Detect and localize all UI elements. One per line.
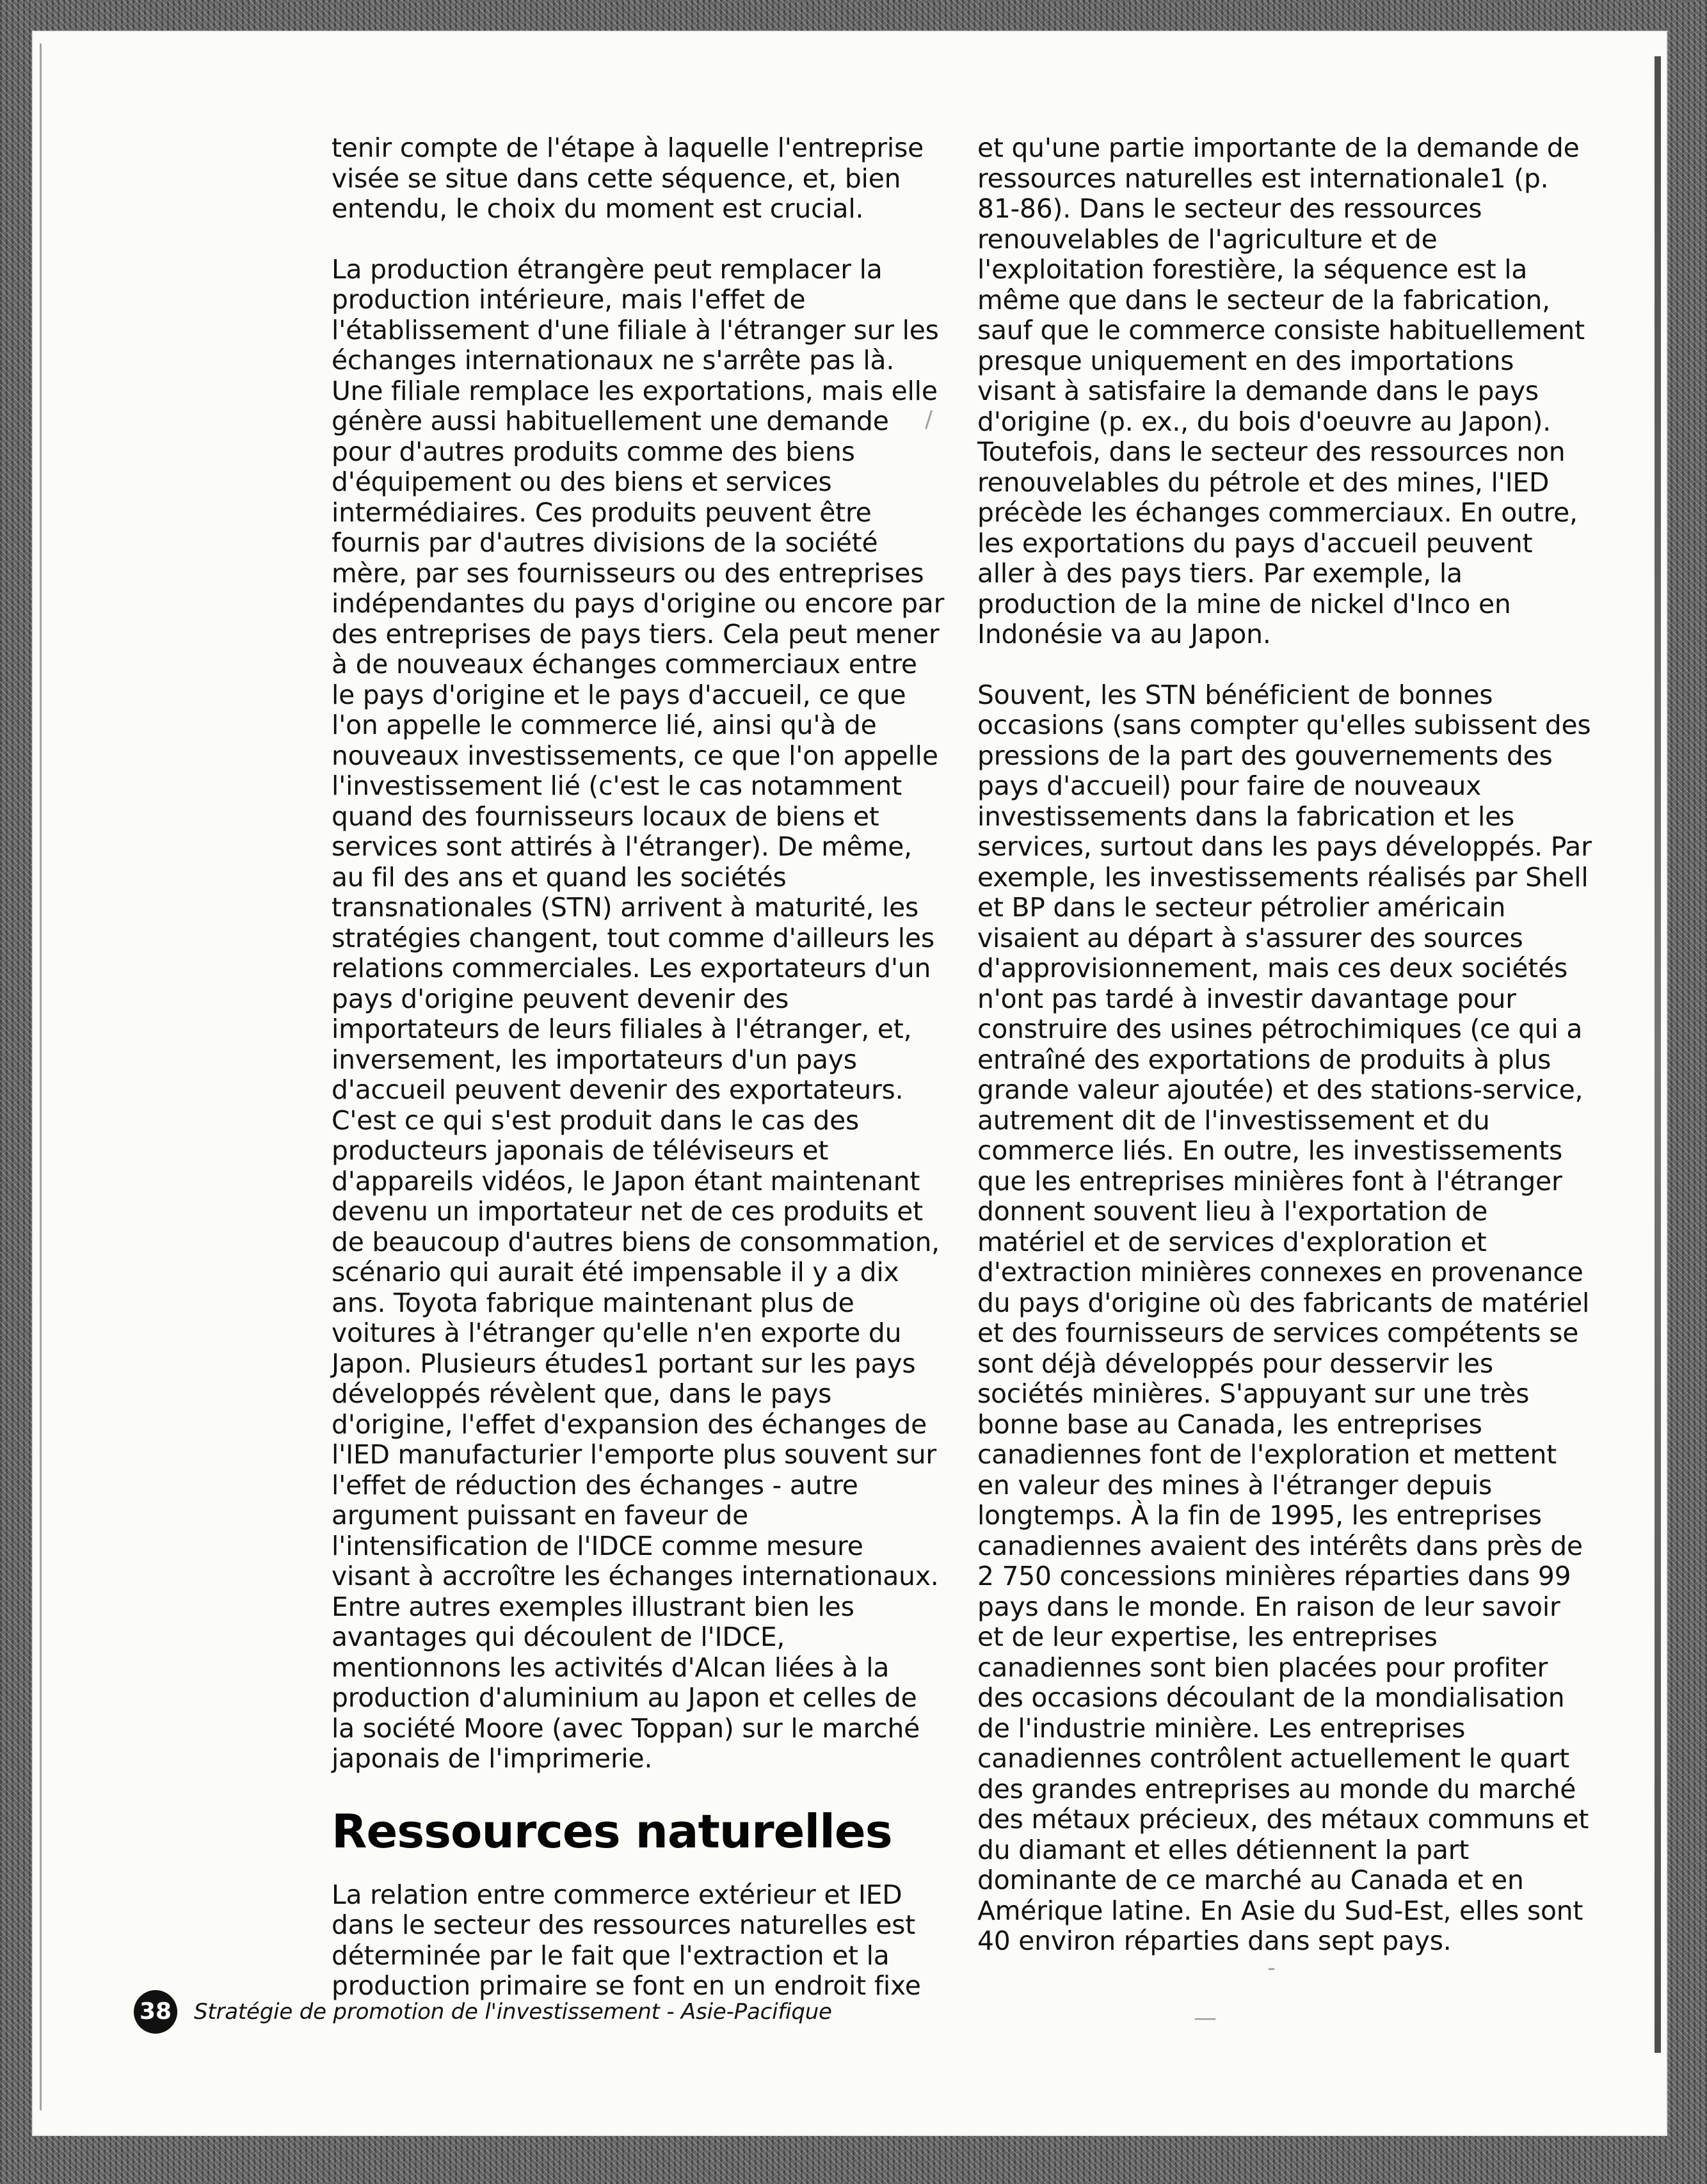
left-text-column bbox=[332, 133, 946, 2032]
right-paragraph-2: Souvent, les STN bénéficient de bonnes occasions (sans compter qu'elles subissent des pressions de la part des gouvernements des pays d'accueil) pour faire de nouveaux investissements dans la fabrication et les services, surtout dans les pays développés. Par exemple, les investissements réalisés par Shell et BP dans le secteur pétrolier américain visaient au départ à s'assurer des sources d'approvisionnement, mais ces deux sociétés n'ont pas tardé à investir davantage pour construire des usines pétrochimiques (ce qui a entraîné des exportations de produits à plus grande valeur ajoutée) et des stations-service, autrement dit de l'investissement et du commerce liés. En outre, les investissements que les entreprises minières font à l'étranger donnent souvent lieu à l'exportation de matériel et de services d'exploration et d'extraction minières connexes en provenance du pays d'origine où des fabricants de matériel et des fournisseurs de services compétents se sont déjà développés pour desservir les sociétés minières. S'appuyant sur une très bonne base au Canada, les entreprises canadiennes font de l'exploration et mettent en valeur des mines à l'étranger depuis longtemps. À la fin de 1995, les entreprises canadiennes avaient des intérêts dans près de 2 750 concessions minières réparties dans 99 pays dans le monde. En raison de leur savoir et de leur expertise, les entreprises canadiennes sont bien placées pour profiter des occasions découlant de la mondialisation de l'industrie minière. Les entreprises canadiennes contrôlent actuellement le quart des grandes entreprises au monde du marché des métaux précieux, des métaux communs et du diamant et elles détiennent la part dominante de ce marché au Canada et en Amérique latine. En Asie du Sud-Est, elles sont 40 environ réparties dans sept pays. bbox=[977, 679, 1592, 1956]
page-footer bbox=[134, 1990, 832, 2034]
scan-mark: ‐ bbox=[1267, 1955, 1276, 1981]
section-heading-ressources-naturelles: Ressources naturelles bbox=[332, 1804, 892, 1858]
page-number-badge: 38 bbox=[134, 1990, 177, 2034]
footer-title: Stratégie de promotion de l'investissement - Asie-Pacifique bbox=[194, 1999, 832, 2025]
scan-mark: / bbox=[925, 406, 933, 433]
left-paragraph-2: La production étrangère peut remplacer la production intérieure, mais l'effet de l'établissement d'une filiale à l'étranger sur les échanges internationaux ne s'arrête pas là. Une filiale remplace les exportations, mais elle génère aussi habituellement une demande pour d'autres produits comme des biens d'équipement ou des biens et services intermédiaires. Ces produits peuvent être fournis par d'autres divisions de la société mère, par ses fournisseurs ou des entreprises indépendantes du pays d'origine ou encore par des entreprises de pays tiers. Cela peut mener à de nouveaux échanges commerciaux entre le pays d'origine et le pays d'accueil, ce que l'on appelle le commerce lié, ainsi qu'à de nouveaux investissements, ce que l'on appelle l'investissement lié (c'est le cas notamment quand des fournisseurs locaux de biens et services sont attirés à l'étranger). De même, au fil des ans et quand les sociétés transnationales (STN) arrivent à maturité, les stratégies changent, tout comme d'ailleurs les relations commerciales. Les exportateurs d'un pays d'origine peuvent devenir des importateurs de leurs filiales à l'étranger, et, inversement, les importateurs d'un pays d'accueil peuvent devenir des exportateurs. C'est ce qui s'est produit dans le cas des producteurs japonais de téléviseurs et d'appareils vidéos, le Japon étant maintenant devenu un importateur net de ces produits et de beaucoup d'autres biens de consommation, scénario qui aurait été impensable il y a dix ans. Toyota fabrique maintenant plus de voitures à l'étranger qu'elle n'en exporte du Japon. Plusieurs études1 portant sur les pays développés révèlent que, dans le pays d'origine, l'effet d'expansion des échanges de l'IED manufacturier l'emporte plus souvent sur l'effet de réduction des échanges - autre argument puissant en faveur de l'intensification de l'IDCE comme mesure visant à accroître les échanges internationaux. Entre autres exemples illustrant bien les avantages qui découlent de l'IDCE, mentionnons les activités d'Alcan liées à la production d'aluminium au Japon et celles de la société Moore (avec Toppan) sur le marché japonais de l'imprimerie. bbox=[332, 253, 945, 1774]
left-section-paragraph: La relation entre commerce extérieur et IED dans le secteur des ressources naturelles est déterminée par le fait que l'extraction et la production primaire se font en un endroit fixe bbox=[332, 1879, 921, 2001]
document-page bbox=[32, 31, 1667, 2136]
right-text-column bbox=[977, 133, 1592, 1987]
left-paragraph-1: tenir compte de l'étape à laquelle l'entreprise visée se situe dans cette séquence, et, bien entendu, le choix du moment est crucial. bbox=[332, 132, 924, 224]
scan-mark: — bbox=[1194, 2005, 1217, 2031]
right-paragraph-1: et qu'une partie importante de la demande de ressources naturelles est internationale1 (p. 81-86). Dans le secteur des ressources renouvelables de l'agriculture et de l'exploitation forestière, la séquence est la même que dans le secteur de la fabrication, sauf que le commerce consiste habituellement presque uniquement en des importations visant à satisfaire la demande dans le pays d'origine (p. ex., du bois d'oeuvre au Japon). Toutefois, dans le secteur des ressources non renouvelables du pétrole et des mines, l'IED précède les échanges commerciaux. En outre, les exportations du pays d'accueil peuvent aller à des pays tiers. Par exemple, la production de la mine de nickel d'Inco en Indonésie va au Japon. bbox=[977, 132, 1585, 650]
